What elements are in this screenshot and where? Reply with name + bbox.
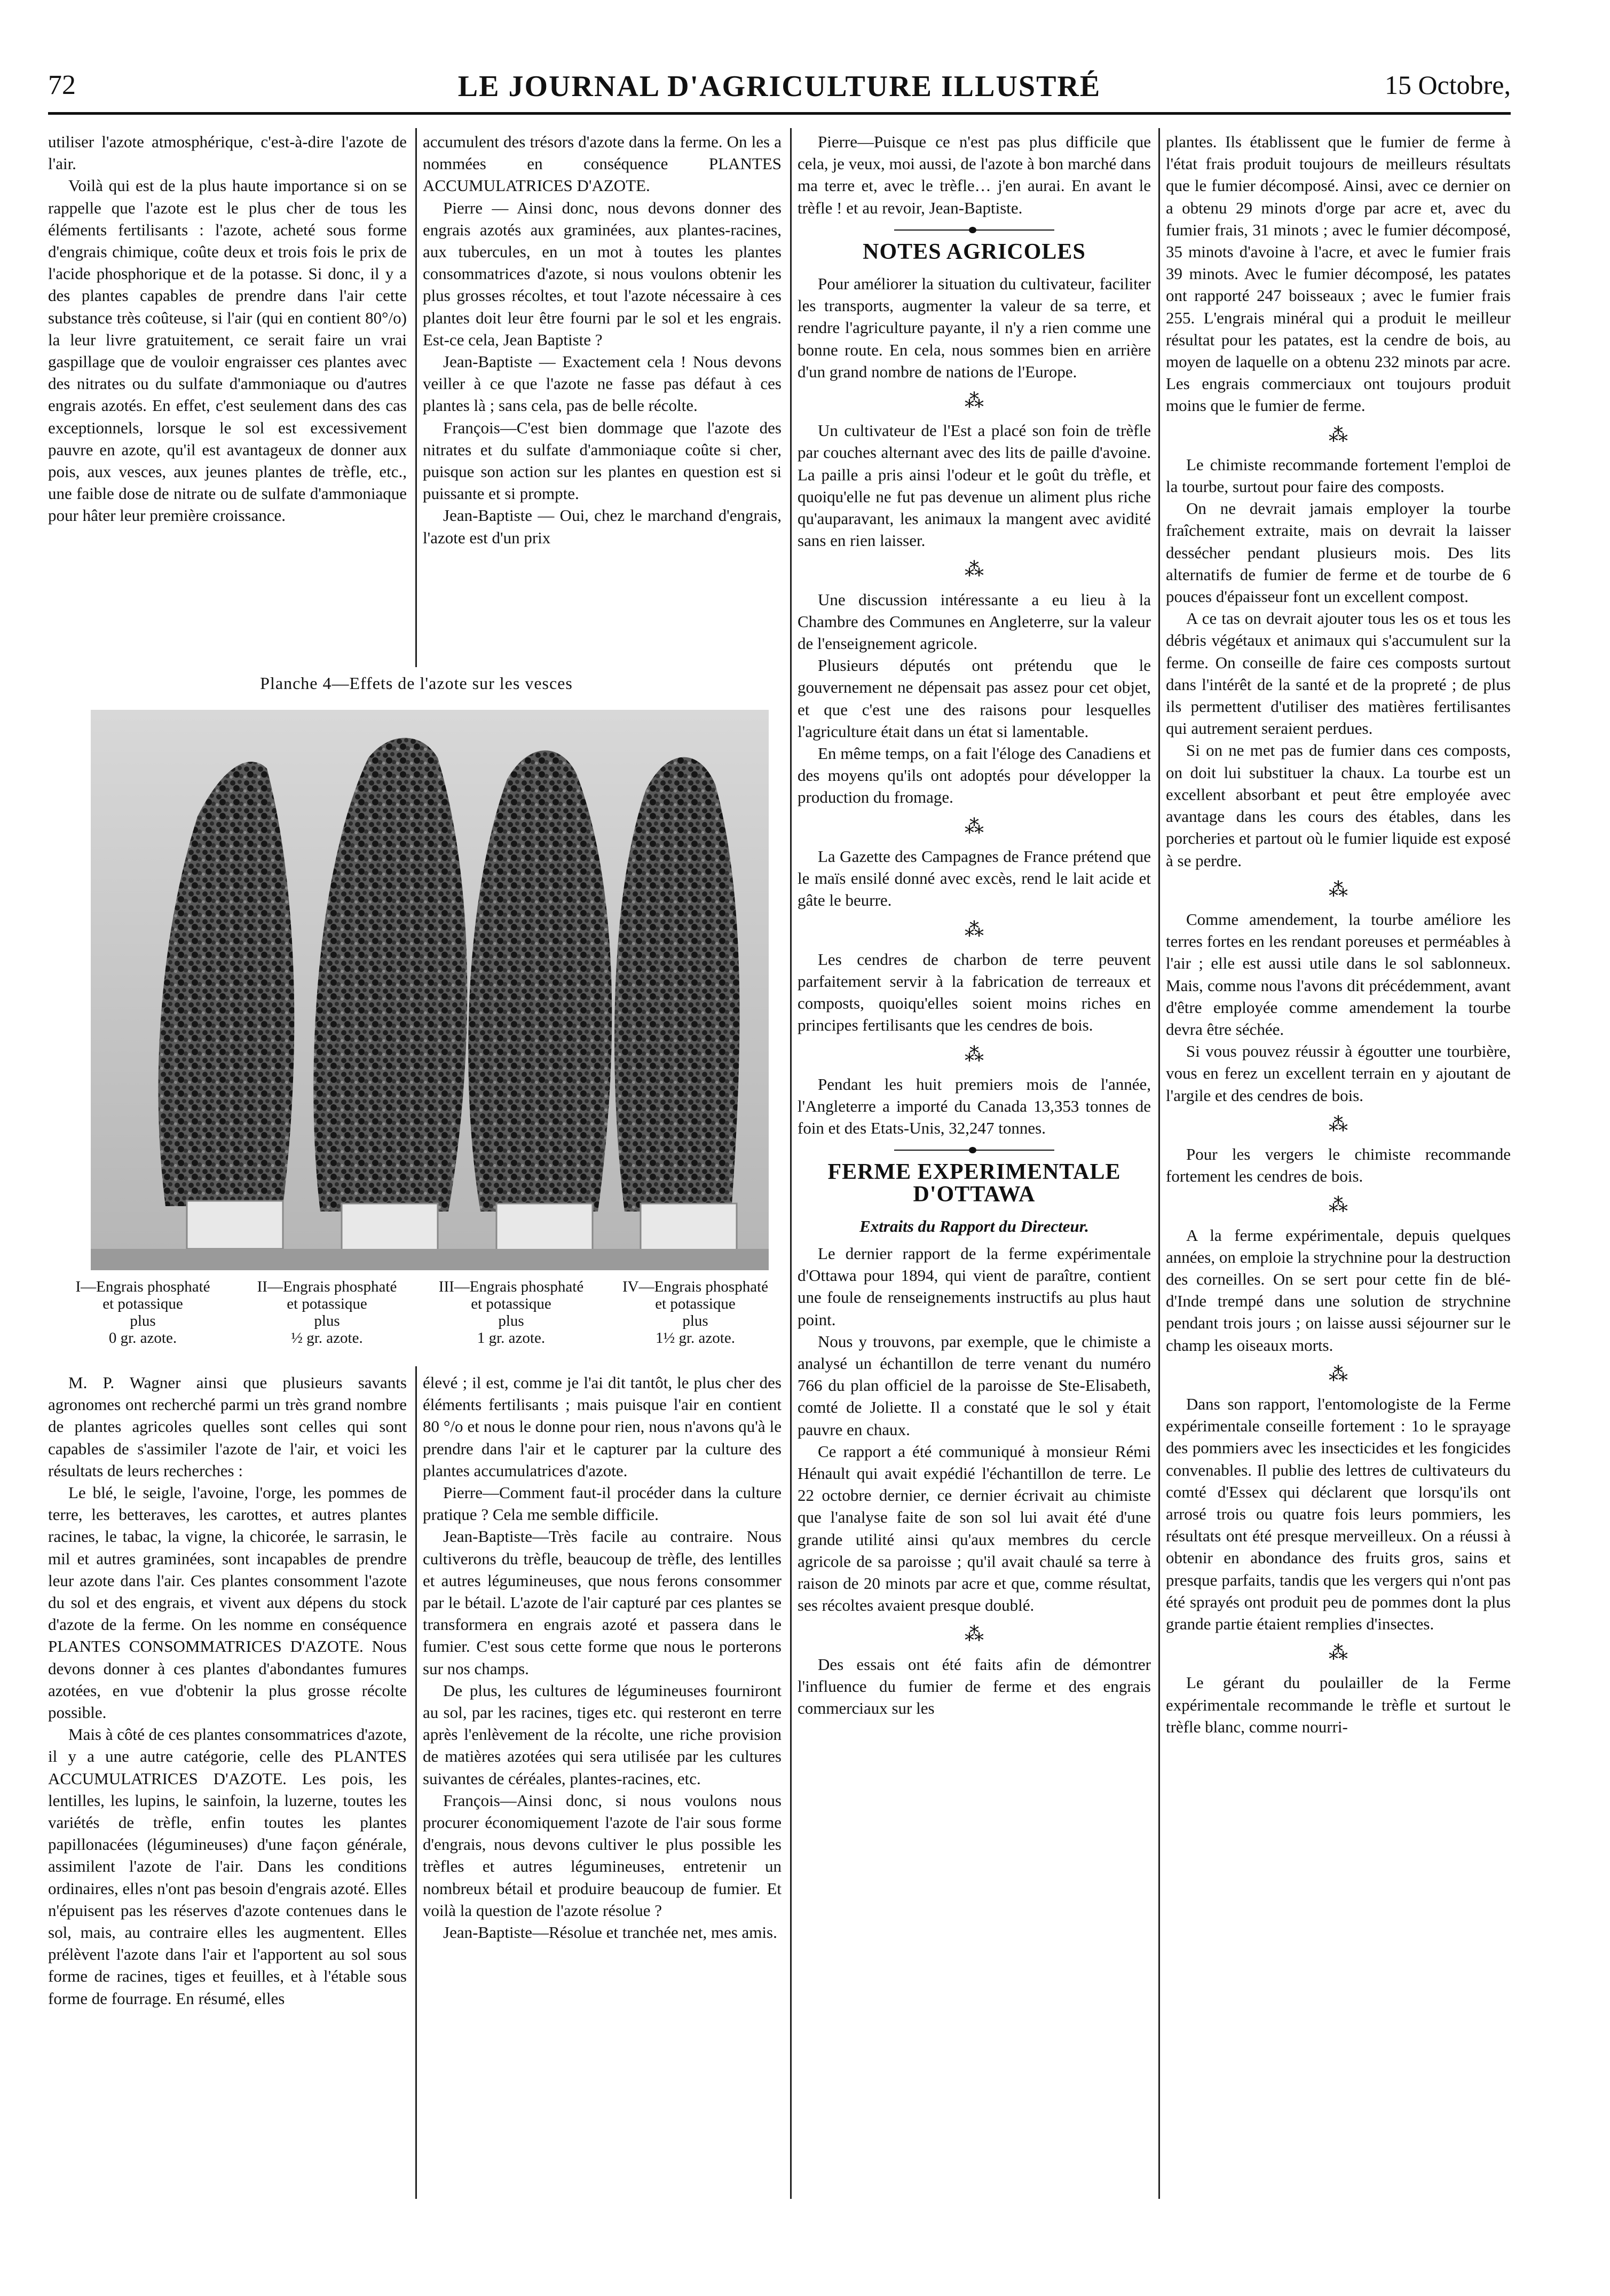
ornament-divider	[894, 228, 1054, 232]
plate-caption: Planche 4—Effets de l'azote sur les vesces	[260, 674, 573, 693]
paragraph: Nous y trouvons, par exemple, que le chimiste a analysé un échantillon de terre venant du numéro 766 du plan officiel de la paroisse de Ste-Elisabeth, comté de Joliette. Il a constaté que le sol y était pauvre en chaux.	[798, 1332, 1151, 1439]
paragraph: Pierre—Comment faut-il procéder dans la culture pratique ? Cela me semble difficile.	[423, 1483, 782, 1524]
paragraph: Dans son rapport, l'entomologiste de la Ferme expérimentale conseille fortement : 1o le sprayage des pommiers avec les insecticides et les fongicides convenables. Il publie des lettres de cultivateurs du comté d'Essex qui déclarent que lorsqu'ils ont arrosé trois ou quatre fois leurs pommiers, les résultats ont été presque merveilleux. On a réussi à obtenir en abondance des fruits gros, sains et presque parfaits, tandis que les vergers qui n'ont pas été sprayés ont produit peu de pommes dont la plus grande partie étaient remplies d'insectes.	[1166, 1394, 1511, 1633]
section-title-ferme: FERME EXPERIMENTALE	[827, 1160, 1121, 1185]
paragraph: Mais à côté de ces plantes consommatrices d'azote, il y a une autre catégorie, celle des PLANTES ACCUMULATRICES D'AZOTE. Les pois, les lentilles, les lupins, le sainfoin, la luzerne, toutes les variétés de trèfle, enfin toutes les plantes papillonacées (légumineuses) d'une façon générale, assimilent l'azote de l'air. Dans les conditions ordinaires, elles n'ont pas besoin d'engrais azoté. Elles n'épuisent pas les réserves d'azote contenues dans le sol, mais, au contraire elles les augmentent. Elles prélèvent l'azote dans l'air et l'apportent au sol sous forme de racines, tiges et feuilles, et à l'étable sous forme de fourrage. En résumé, elles	[48, 1725, 407, 2008]
journal-title: LE JOURNAL D'AGRICULTURE ILLUSTRÉ	[457, 70, 1101, 103]
paragraph: Le blé, le seigle, l'avoine, l'orge, les pommes de terre, les betteraves, les carottes, et autres plantes racines, le tabac, la vigne, la chicorée, le sarrasin, le mil et autres graminées, sont incapables de prendre leur azote dans l'air. Ces plantes consomment l'azote du sol et des engrais, et vivent aux dépens du stock d'azote de la ferme. On les nomme en conséquence PLANTES CONSOMMATRICES D'AZOTE. Nous devons donner à ces plantes d'abondantes fumures azotées, en vue d'obtenir la plus grosse récolte possible.	[48, 1483, 407, 1722]
column-1-bottom	[48, 1372, 407, 2009]
page-header	[48, 69, 1511, 107]
label-line: et potassique	[471, 1295, 551, 1312]
paragraph: Si vous pouvez réussir à égoutter une tourbière, vous en ferez un excellent terrain en y ajoutant de l'argile et des cendres de bois.	[1166, 1042, 1511, 1105]
label-line: 1 gr. azote.	[477, 1329, 546, 1347]
paragraph: Jean-Baptiste — Oui, chez le marchand d'engrais, l'azote est d'un prix	[423, 506, 782, 547]
paragraph: A ce tas on devrait ajouter tous les os et tous les débris végétaux et animaux qui s'accumulent sur la ferme. On conseille de faire ces composts surtout dans l'intérêt de la santé et de la propreté ; de plus ils permettent d'utiliser des matières fertilisantes qui autrement seraient perdues.	[1166, 609, 1511, 738]
asterism: ⁂	[1329, 1194, 1348, 1216]
paragraph: Ce rapport a été communiqué à monsieur Rémi Hénault qui avait expédié l'échantillon de terre. Le 22 octobre dernier, ce dernier écrivait au chimiste que l'analyse faite de son sol lui avait été d'une grande utilité ainsi qu'aux membres du cercle agricole de sa paroisse ; qu'il avait chaulé sa terre à raison de 20 minots par acre et que, comme résultat, ses récoltes avaient presque doublé.	[798, 1442, 1151, 1615]
column-rule-1-bottom	[415, 1366, 417, 2199]
paragraph: Comme amendement, la tourbe améliore les terres fortes en les rendant poreuses et perméables à l'air ; elle est aussi utile dans le sol sablonneux. Mais, comme nous l'avons dit précédemment, avant d'être employée comme amendement la tourbe devra être séchée.	[1166, 909, 1511, 1039]
paragraph: François—C'est bien dommage que l'azote des nitrates et du sulfate d'ammoniaque coûte si cher, puisque son action sur les plantes en question est si puissante et si prompte.	[423, 418, 782, 503]
plate-label-4	[603, 1278, 787, 1347]
issue-date: 15 Octobre,	[1384, 70, 1511, 100]
column-1-top	[48, 131, 407, 527]
column-rule-1-top	[415, 128, 417, 667]
paragraph: Le gérant du poulailler de la Ferme expérimentale recommande le trèfle et surtout le trèfle blanc, comme nourri-	[1166, 1673, 1511, 1736]
label-title: II—Engrais phosphaté	[257, 1278, 397, 1295]
page-number: 72	[48, 70, 76, 100]
paragraph: Pierre—Puisque ce n'est pas plus difficile que cela, je veux, moi aussi, de l'azote à bon marché dans ma terre et, avec le trèfle… j'en aurai. En avant le trèfle ! et au revoir, Jean-Baptiste.	[798, 132, 1151, 217]
label-line: et potassique	[102, 1295, 183, 1312]
paragraph: utiliser l'azote atmosphérique, c'est-à-dire l'azote de l'air.	[48, 132, 407, 173]
asterism: ⁂	[965, 1624, 984, 1645]
label-title: III—Engrais phosphaté	[438, 1278, 584, 1295]
label-line: plus	[682, 1312, 708, 1329]
paragraph: Jean-Baptiste—Très facile au contraire. Nous cultiverons du trèfle, beaucoup de trèfle, des lentilles et autres légumineuses, que nous ferons consommer par le bétail. L'azote de l'air capturé par ces plantes se transformera en engrais azoté et passera dans le fumier. C'est sous cette forme que nous le porterons sur nos champs.	[423, 1527, 782, 1678]
column-2-top	[423, 131, 782, 549]
ornament-divider	[894, 1149, 1054, 1152]
column-4	[1166, 131, 1511, 1738]
label-line: plus	[498, 1312, 524, 1329]
section-title-notes: NOTES AGRICOLES	[863, 239, 1086, 264]
paragraph: Un cultivateur de l'Est a placé son foin de trèfle par couches alternant avec des lits de paille d'avoine. La paille a pris ainsi l'odeur et le goût du trèfle, et quoiqu'elle ne fut pas devenue un aliment plus riche qu'auparavant, les animaux la mangent avec avidité sans en rien laisser.	[798, 421, 1151, 550]
paragraph: Jean-Baptiste — Exactement cela ! Nous devons veiller à ce que l'azote ne fasse pas défaut à ces plantes là ; sans cela, pas de belle récolte.	[423, 352, 782, 415]
asterism: ⁂	[965, 559, 984, 581]
paragraph: Le chimiste recommande fortement l'emploi de la tourbe, surtout pour faire des composts.	[1166, 455, 1511, 496]
paragraph: Jean-Baptiste—Résolue et tranchée net, mes amis.	[443, 1923, 777, 1942]
asterism: ⁂	[965, 390, 984, 412]
paragraph: De plus, les cultures de légumineuses fourniront au sol, par les racines, tiges etc. qui resteront en terre après l'enlèvement de la récolte, une riche provision de matières azotées qui sera utilisée par les cultures suivantes de céréales, plantes-racines, etc.	[423, 1681, 782, 1788]
paragraph: Plusieurs députés ont prétendu que le gouvernement ne dépensait pas assez pour cet objet, et que c'est une des raisons pour lesquelles l'agriculture était dans un état si lamentable.	[798, 656, 1151, 741]
asterism: ⁂	[1329, 424, 1348, 446]
paragraph: Pierre — Ainsi donc, nous devons donner des engrais azotés aux graminées, aux plantes-racines, aux tubercules, en un mot à toutes les plantes consommatrices d'azote, si nous voulons obtenir les plus grosses récoltes, et tout l'azote nécessaire à ces plantes doit leur être fourni par le sol et les engrais. Est-ce cela, Jean Baptiste ?	[423, 198, 782, 349]
header-rule	[48, 112, 1511, 115]
paragraph: La Gazette des Campagnes de France prétend que le maïs ensilé donné avec excès, rend le lait acide et gâte le beurre.	[798, 846, 1151, 910]
label-line: plus	[314, 1312, 340, 1329]
paragraph: Une discussion intéressante a eu lieu à la Chambre des Communes en Angleterre, sur la valeur de l'enseignement agricole.	[798, 590, 1151, 653]
paragraph: A la ferme expérimentale, depuis quelques années, on emploie la strychnine pour la destruction des corneilles. On se sert pour cette fin de blé-d'Inde trempé dans une solution de strychnine pendant trois jours ; on laisse aussi séjourner sur le champ les oiseaux morts.	[1166, 1225, 1511, 1355]
label-line: plus	[130, 1312, 156, 1329]
label-line: et potassique	[655, 1295, 736, 1312]
asterism: ⁂	[1329, 1363, 1348, 1385]
label-title: IV—Engrais phosphaté	[622, 1278, 769, 1295]
paragraph: En même temps, on a fait l'éloge des Canadiens et des moyens qu'ils ont adoptés pour développer la production du fromage.	[798, 744, 1151, 807]
asterism: ⁂	[965, 1043, 984, 1065]
column-2-bottom	[423, 1372, 782, 1943]
paragraph: accumulent des trésors d'azote dans la ferme. On les a nommées en conséquence PLANTES ACCUMULATRICES D'AZOTE.	[423, 132, 782, 195]
paragraph: Voilà qui est de la plus haute importance si on se rappelle que l'azote est le plus cher de tous les éléments fertilisants : l'azote, acheté sous forme d'engrais chimique, coûte deux et trois fois le prix de l'acide phosphorique et de la potasse. Si donc, il y a des plantes capables de prendre dans l'air cette substance très coûteuse, si l'air (qui en contient 80°/o) la leur livre gratuitement, ce serait faire un vrai gaspillage que de vouloir engraisser ces plantes avec des nitrates ou du sulfate d'ammoniaque ou d'autres engrais azotés. En effet, c'est seulement dans des cas exceptionnels, lorsque le sol est excessivement pauvre en azote, qu'il est avantageux de donner aux pois, aux vesces, aux jeunes plantes de trèfle, etc., une faible dose de nitrate ou de sulfate d'ammoniaque pour hâter leur première croissance.	[48, 176, 407, 525]
column-rule-2	[790, 128, 792, 2199]
paragraph: Le dernier rapport de la ferme expérimentale d'Ottawa pour 1894, qui vient de paraître, contient une foule de renseignements instructifs au plus haut point.	[798, 1244, 1151, 1329]
section-subtitle: Extraits du Rapport du Directeur.	[859, 1216, 1089, 1236]
asterism: ⁂	[965, 816, 984, 837]
paragraph: On ne devrait jamais employer la tourbe fraîchement extraite, mais on devrait la laisser dessécher pendant plusieurs mois. Des lits alternatifs de fumier de ferme et de tourbe de 6 pouces d'épaisseur font un excellent compost.	[1166, 499, 1511, 606]
paragraph: François—Ainsi donc, si nous voulons nous procurer économiquement l'azote de l'air sous forme d'engrais, nous devons cultiver le plus possible les trèfles et autres légumineuses, entretenir un nombreux bétail et produire beaucoup de fumier. Et voilà la question de l'azote résolue ?	[423, 1791, 782, 1920]
plate-label-3	[419, 1278, 603, 1347]
column-rule-3	[1158, 128, 1160, 2199]
plate-photo	[91, 710, 769, 1270]
asterism: ⁂	[1329, 878, 1348, 900]
section-title-ferme-2: D'OTTAWA	[913, 1182, 1036, 1207]
column-3	[798, 131, 1151, 1719]
label-line: 0 gr. azote.	[108, 1329, 177, 1347]
paragraph: Des essais ont été faits afin de démontrer l'influence du fumier de ferme et des engrais commerciaux sur les	[798, 1654, 1151, 1717]
paragraph: M. P. Wagner ainsi que plusieurs savants agronomes ont recherché parmi un très grand nombre de plantes agricoles quelles sont celles qui sont capables de s'assimiler l'azote de l'air, et voici les résultats de leurs recherches :	[48, 1373, 407, 1480]
asterism: ⁂	[1329, 1113, 1348, 1135]
paragraph: Pendant les huit premiers mois de l'année, l'Angleterre a importé du Canada 13,353 tonnes de foin et des Etats-Unis, 32,247 tonnes.	[798, 1074, 1151, 1138]
asterism: ⁂	[965, 919, 984, 940]
plate-label-1	[51, 1278, 235, 1347]
plate-label-2	[235, 1278, 419, 1347]
paragraph: Les cendres de charbon de terre peuvent parfaitement servir à la fabrication de terreaux et composts, quoiqu'elles soient moins riches en principes fertilisants que les cendres de bois.	[798, 949, 1151, 1035]
label-title: I—Engrais phosphaté	[75, 1278, 210, 1295]
paragraph: élevé ; il est, comme je l'ai dit tantôt, le plus cher des éléments fertilisants ; mais puisque l'air en contient 80 °/o et nous le donne pour rien, nous n'avons qu'à le prendre dans l'air et le capturer par la culture des plantes accumulatrices d'azote.	[423, 1373, 782, 1480]
paragraph: Si on ne met pas de fumier dans ces composts, on doit lui substituer la chaux. La tourbe est un excellent absorbant et peut être employée avec avantage dans les cours des étables, dans les porcheries et partout où le fumier liquide est exposé à se perdre.	[1166, 741, 1511, 870]
asterism: ⁂	[1329, 1642, 1348, 1664]
paragraph: Pour améliorer la situation du cultivateur, faciliter les transports, augmenter la valeur de sa terre, et rendre l'agriculture payante, il n'y a rien comme une bonne route. En cela, nous sommes bien en arrière d'un grand nombre de nations de l'Europe.	[798, 274, 1151, 381]
paragraph: plantes. Ils établissent que le fumier de ferme à l'état frais produit toujours de meilleurs résultats que le fumier décomposé. Ainsi, avec ce dernier on a obtenu 29 minots d'orge par acre et, avec du fumier frais, 31 minots ; avec le fumier décomposé, 35 minots d'avoine à l'acre, et avec le fumier frais 39 minots. Avec le fumier décomposé, les patates ont rapporté 247 boisseaux ; avec le fumier frais 255. L'engrais minéral qui a produit le meilleur résultat pour les patates, est la cendre de bois, au moyen de laquelle on a obtenu 232 minots par acre. Les engrais commerciaux ont toujours produit moins que le fumier de ferme.	[1166, 132, 1511, 415]
label-line: 1½ gr. azote.	[656, 1329, 735, 1347]
paragraph: Pour les vergers le chimiste recommande fortement les cendres de bois.	[1166, 1144, 1511, 1186]
label-line: et potassique	[287, 1295, 367, 1312]
label-line: ½ gr. azote.	[291, 1329, 363, 1347]
vetch-plants-photo	[91, 710, 769, 1270]
